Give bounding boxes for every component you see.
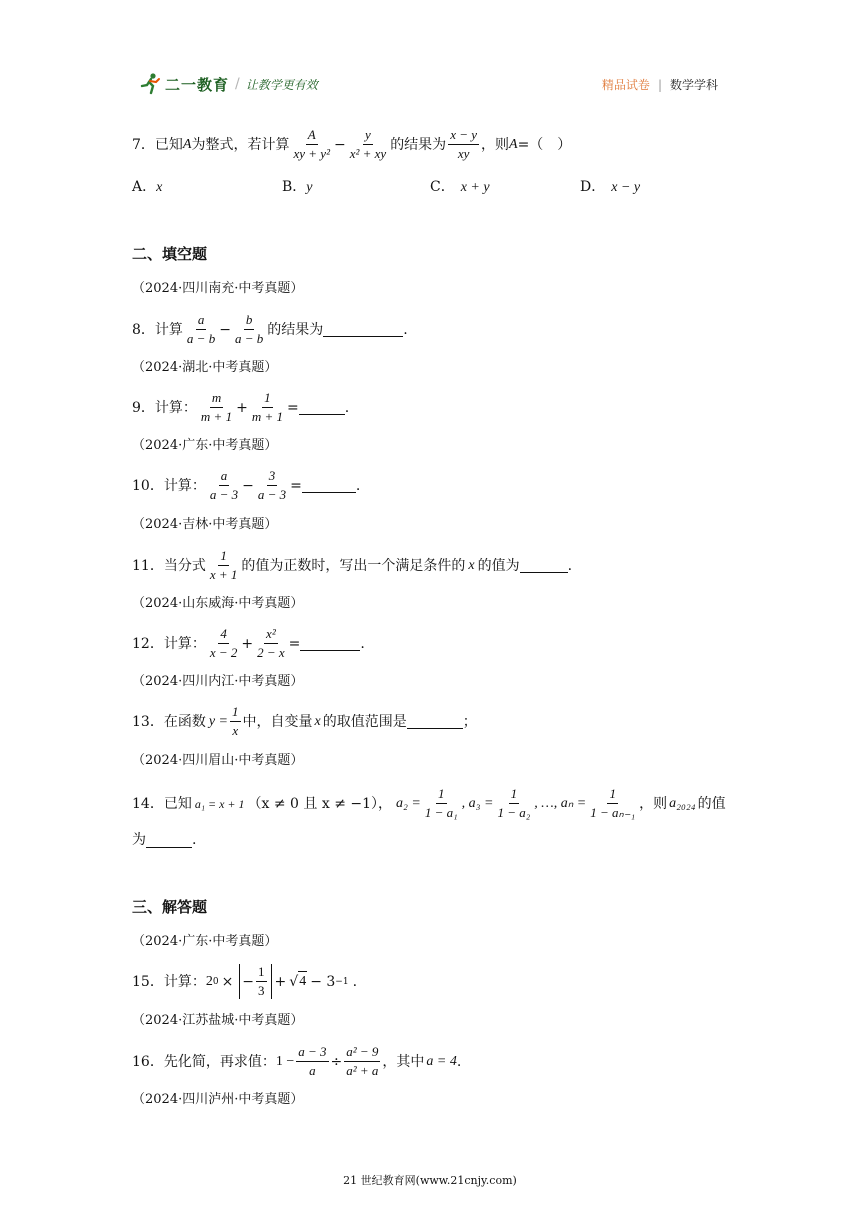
- question-10: 10．计算： $\frac{a}{a - 3}$ − $\frac{3}{a - 3}$ = .: [132, 468, 361, 502]
- q14-answer-blank[interactable]: [146, 833, 192, 848]
- q17-source: （2024·四川泸州·中考真题）: [132, 1092, 304, 1107]
- q12-fraction-1: $\frac{4}{x - 2}$: [209, 626, 238, 660]
- question-15: 15．计算： 2 0 × − $\frac{1}{3}$ + √ 4 − 3 −1 .: [132, 964, 358, 998]
- q14-fraction-3: $\frac{1}{\text{1 − aₙ₋₁}}$: [590, 786, 636, 820]
- q8-source: （2024·四川南充·中考真题）: [132, 281, 304, 296]
- question-14-line-2: 为 .: [132, 832, 197, 848]
- question-8: 8．计算 $\frac{a}{a - b}$ − $\frac{b}{a - b}$ 的结果为 .: [132, 312, 408, 346]
- q7-option-c: C． x + y: [430, 179, 490, 195]
- question-16: 16．先化简，再求值： 1 − $\frac{a - 3}{a}$ ÷ $\frac{\text{a² − 9}}{\text{a² + a}}$ ，其中 a = 4 .: [132, 1044, 462, 1078]
- q12-fraction-2: $\frac{\text{x²}}{2 - x}$: [257, 626, 285, 660]
- q9-fraction-2: $\frac{1}{m + 1}$: [251, 390, 283, 424]
- logo: [138, 72, 318, 96]
- q10-answer-blank[interactable]: [302, 478, 356, 493]
- q7-fraction-2: $\frac{y}{\text{x² + xy}}$: [349, 127, 387, 161]
- q16-fraction-1: $\frac{a - 3}{a}$: [298, 1044, 327, 1078]
- q13-source: （2024·四川内江·中考真题）: [132, 674, 304, 689]
- question-12: 12．计算： $\frac{4}{x - 2}$ + $\frac{\text{x²}}{2 - x}$ = .: [132, 626, 365, 660]
- q12-answer-blank[interactable]: [300, 636, 360, 651]
- q7-var-a-2: A: [509, 136, 518, 152]
- section-fill-in-title: 二、填空题: [132, 245, 208, 263]
- page-header: [138, 72, 718, 102]
- q10-source: （2024·广东·中考真题）: [132, 438, 278, 453]
- q9-fraction-1: $\frac{m}{m + 1}$: [200, 390, 233, 424]
- q16-fraction-2: $\frac{\text{a² − 9}}{\text{a² + a}}$: [346, 1044, 379, 1078]
- q7-var-a: A: [182, 136, 192, 152]
- q7-option-a: A．x: [132, 179, 163, 195]
- q7-option-d: D． x − y: [580, 179, 641, 195]
- q11-answer-blank[interactable]: [520, 558, 568, 573]
- q15-square-root: √ 4: [289, 971, 307, 992]
- tag-divider: |: [657, 77, 662, 92]
- q15-absolute-value: − $\frac{1}{3}$: [239, 964, 271, 999]
- q8-fraction-2: $\frac{b}{a - b}$: [234, 312, 264, 346]
- q9-source: （2024·湖北·中考真题）: [132, 360, 278, 375]
- q7-text: 为整式，若计算: [191, 136, 290, 153]
- q13-fraction: $\frac{1}{x}$: [232, 704, 239, 738]
- q9-answer-blank[interactable]: [299, 400, 345, 415]
- slogan: 让教学更有效: [245, 77, 318, 92]
- q7-fraction-3: $\frac{x - y}{xy}$: [450, 127, 477, 161]
- q13-answer-blank[interactable]: [407, 714, 463, 729]
- brand-name: 二一教育: [165, 75, 230, 94]
- question-9: 9．计算： $\frac{m}{m + 1}$ + $\frac{1}{m + 1}$ = .: [132, 390, 350, 424]
- page-footer: 21 世纪教育网(www.21cnjy.com): [343, 1174, 517, 1187]
- q7-option-b: B．y: [282, 179, 313, 195]
- q7-fraction-1: $\frac{A}{\text{xy + y²}}$: [293, 127, 330, 161]
- q14-fraction-1: $\frac{1}{\text{1 − a₁}}$: [424, 786, 458, 820]
- question-13: 13．在函数 y = $\frac{1}{x}$ 中，自变量 x 的取值范围是 ；: [132, 704, 477, 738]
- question-7: [132, 127, 571, 162]
- tag-premium: 精品试卷: [601, 78, 650, 92]
- q14-source: （2024·四川眉山·中考真题）: [132, 753, 304, 768]
- runner-logo-icon: [138, 72, 162, 96]
- header-separator: /: [235, 76, 240, 92]
- q15-source: （2024·广东·中考真题）: [132, 934, 278, 949]
- q7-minus: −: [333, 136, 346, 153]
- q8-answer-blank[interactable]: [323, 322, 403, 337]
- q11-source: （2024·吉林·中考真题）: [132, 517, 278, 532]
- tag-subject: 数学学科: [669, 78, 718, 92]
- q7-text-2: 的结果为: [390, 136, 447, 153]
- q10-fraction-2: $\frac{3}{a - 3}$: [257, 468, 287, 502]
- q7-answer-slot: =（ ）: [517, 136, 572, 153]
- q11-fraction: $\frac{1}{x + 1}$: [209, 548, 238, 582]
- q7-lead: 7．已知: [132, 136, 183, 153]
- q8-fraction-1: $\frac{a}{a - b}$: [186, 312, 216, 346]
- header-tags: [602, 76, 718, 93]
- question-14: 14．已知 a₁ = x + 1 （x ≠ 0 且 x ≠ −1）， a₂ = $\frac{1}{\text{1 − a₁}}$ , a₃ = $\frac{1}{\text{1 − a₂}}$ , …, aₙ = $\frac{1}{\text{1 − aₙ₋₁}}$ ，则 a₂₀₂₄ 的值: [132, 786, 726, 820]
- q14-fraction-2: $\frac{1}{\text{1 − a₂}}$: [497, 786, 531, 820]
- q10-fraction-1: $\frac{a}{a - 3}$: [209, 468, 239, 502]
- q16-source: （2024·江苏盐城·中考真题）: [132, 1013, 304, 1028]
- q12-source: （2024·山东威海·中考真题）: [132, 596, 304, 611]
- question-11: 11．当分式 $\frac{1}{x + 1}$ 的值为正数时，写出一个满足条件的 x 的值为 .: [132, 548, 573, 582]
- section-solve-title: 三、解答题: [132, 898, 208, 916]
- q7-tail: ，则: [481, 136, 509, 153]
